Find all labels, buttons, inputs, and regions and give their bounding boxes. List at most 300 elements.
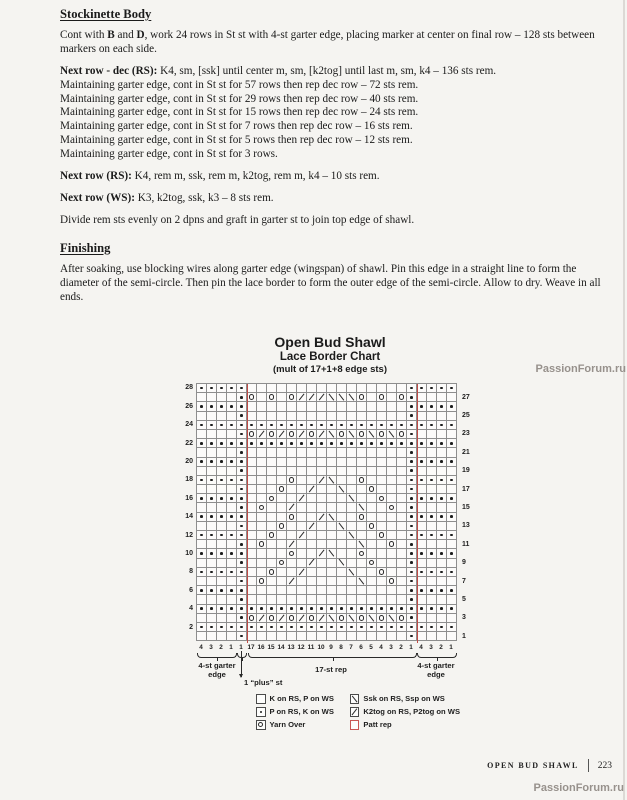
column-number: 17 — [247, 644, 255, 651]
row-number: 16 — [185, 494, 193, 502]
chart-cell — [227, 439, 237, 448]
chart-cell — [367, 568, 377, 577]
chart-cell — [407, 503, 417, 512]
purl-dot-icon — [420, 442, 423, 445]
chart-cell — [367, 393, 377, 402]
page-number: 223 — [597, 760, 612, 771]
chart-cell — [237, 503, 247, 512]
chart-cell — [197, 439, 207, 448]
chart-cell — [237, 522, 247, 531]
chart-cell — [347, 614, 357, 623]
divide-line: Divide rem sts evenly on 2 dpns and graft in garter st to join top edge of shawl. — [60, 213, 415, 226]
yarn-over-icon — [269, 394, 275, 400]
chart-cell — [287, 522, 297, 531]
chart-cell — [267, 448, 277, 457]
chart-cell — [377, 384, 387, 393]
left-garter-brace — [197, 653, 237, 658]
purl-dot-icon — [240, 442, 243, 445]
chart-cell — [307, 503, 317, 512]
chart-cell — [407, 586, 417, 595]
chart-cell — [347, 623, 357, 632]
chart-cell — [277, 494, 287, 503]
purl-dot-icon — [420, 460, 423, 463]
chart-cell — [437, 402, 447, 411]
chart-grid — [196, 383, 457, 641]
chart-cell — [287, 568, 297, 577]
chart-cell — [397, 384, 407, 393]
chart-cell — [327, 531, 337, 540]
chart-cell — [357, 384, 367, 393]
chart-cell — [357, 614, 367, 623]
chart-cell — [257, 439, 267, 448]
chart-cell — [417, 384, 427, 393]
row-number: 8 — [189, 568, 193, 576]
chart-cell — [207, 605, 217, 614]
yarn-over-icon — [399, 615, 405, 621]
chart-cell — [417, 577, 427, 586]
purl-dot-icon — [450, 405, 453, 408]
chart-cell — [387, 467, 397, 476]
chart-cell — [427, 458, 437, 467]
chart-cell — [237, 568, 247, 577]
chart-cell — [257, 623, 267, 632]
purl-dot-icon — [220, 424, 223, 427]
chart-cell — [437, 448, 447, 457]
chart-cell — [277, 595, 287, 604]
purl-dot-icon — [200, 497, 203, 500]
chart-cell — [387, 614, 397, 623]
chart-cell — [387, 384, 397, 393]
k2tog-icon — [308, 485, 314, 492]
purl-dot-icon — [410, 626, 413, 629]
k2tog-icon — [278, 614, 284, 621]
chart-cell — [327, 540, 337, 549]
chart-cell — [257, 513, 267, 522]
chart-cell — [377, 586, 387, 595]
chart-cell — [397, 421, 407, 430]
chart-cell — [277, 540, 287, 549]
chart-cell — [307, 384, 317, 393]
page-footer — [340, 759, 612, 772]
chart-cell — [197, 568, 207, 577]
chart-cell — [347, 513, 357, 522]
chart-cell — [387, 586, 397, 595]
chart-cell — [277, 402, 287, 411]
yarn-over-icon — [269, 431, 275, 437]
purl-dot-icon — [240, 424, 243, 427]
chart-cell — [357, 623, 367, 632]
chart-cell — [297, 540, 307, 549]
k2tog-icon — [288, 541, 294, 548]
purl-dot-icon — [440, 424, 443, 427]
purl-dot-icon — [200, 626, 203, 629]
yarn-over-icon — [359, 551, 365, 557]
chart-cell — [217, 623, 227, 632]
purl-dot-icon — [240, 396, 243, 399]
chart-cell — [197, 559, 207, 568]
chart-cell — [277, 412, 287, 421]
chart-cell — [347, 439, 357, 448]
maintain-line: Maintaining garter edge, cont in St st for 57 rows then rep dec row – 72 sts rem. — [60, 78, 419, 91]
purl-dot-icon — [220, 515, 223, 518]
chart-cell — [317, 402, 327, 411]
yarn-over-icon — [359, 431, 365, 437]
purl-dot-icon — [410, 479, 413, 482]
chart-cell — [347, 540, 357, 549]
chart-cell — [267, 485, 277, 494]
chart-cell — [367, 632, 377, 641]
chart-cell — [317, 467, 327, 476]
yarn-over-icon — [379, 569, 385, 575]
chart-cell — [347, 384, 357, 393]
chart-cell — [277, 531, 287, 540]
purl-dot-icon — [230, 571, 233, 574]
chart-cell — [347, 485, 357, 494]
ssk-icon — [358, 504, 364, 511]
chart-cell — [437, 632, 447, 641]
k2tog-icon — [308, 559, 314, 566]
purl-dot-icon — [390, 442, 393, 445]
chart-cell — [417, 393, 427, 402]
chart-cell — [247, 458, 257, 467]
chart-cell — [227, 467, 237, 476]
yarn-over-icon — [399, 431, 405, 437]
chart-cell — [267, 595, 277, 604]
chart-cell — [417, 586, 427, 595]
chart-cell — [447, 448, 457, 457]
chart-cell — [247, 614, 257, 623]
purl-dot-icon — [410, 580, 413, 583]
chart-cell — [407, 513, 417, 522]
chart-cell — [217, 614, 227, 623]
chart-cell — [427, 623, 437, 632]
chart-cell — [207, 430, 217, 439]
maintain-line: Maintaining garter edge, cont in St st for 29 rows then rep dec row – 40 sts rem. — [60, 92, 419, 105]
purl-dot-icon — [230, 460, 233, 463]
scan-edge-artifact — [623, 0, 625, 800]
chart-cell — [287, 614, 297, 623]
chart-cell — [197, 384, 207, 393]
chart-cell — [277, 421, 287, 430]
column-number: 1 — [409, 644, 413, 651]
k2tog-icon — [352, 708, 358, 715]
chart-cell — [247, 439, 257, 448]
k2tog-icon — [318, 614, 324, 621]
chart-cell — [287, 476, 297, 485]
chart-cell — [397, 412, 407, 421]
chart-cell — [197, 605, 207, 614]
purl-dot-icon — [340, 626, 343, 629]
ssk-icon — [328, 550, 334, 557]
chart-cell — [247, 568, 257, 577]
purl-dot-icon — [240, 543, 243, 546]
chart-cell — [397, 549, 407, 558]
purl-dot-icon — [410, 543, 413, 546]
chart-cell — [197, 549, 207, 558]
chart-cell — [357, 559, 367, 568]
chart-cell — [347, 476, 357, 485]
chart-cell — [387, 503, 397, 512]
purl-dot-icon — [420, 552, 423, 555]
chart-cell — [217, 531, 227, 540]
yarn-over-icon — [369, 560, 375, 566]
chart-cell — [317, 412, 327, 421]
chart-cell — [447, 586, 457, 595]
chart-cell — [197, 595, 207, 604]
chart-cell — [287, 412, 297, 421]
chart-cell — [407, 430, 417, 439]
chart-cell — [407, 393, 417, 402]
chart-cell — [307, 559, 317, 568]
chart-cell — [447, 421, 457, 430]
chart-cell — [287, 485, 297, 494]
chart-cell — [337, 458, 347, 467]
chart-cell — [267, 430, 277, 439]
chart-cell — [327, 448, 337, 457]
purl-dot-icon — [410, 515, 413, 518]
chart-cell — [317, 559, 327, 568]
chart-cell — [447, 485, 457, 494]
chart-cell — [437, 494, 447, 503]
chart-cell — [427, 503, 437, 512]
purl-dot-icon — [240, 534, 243, 537]
column-number: 1 — [449, 644, 453, 651]
row-number: 27 — [462, 393, 470, 401]
chart-cell — [347, 467, 357, 476]
chart-cell — [447, 393, 457, 402]
chart-cell — [227, 503, 237, 512]
chart-cell — [437, 540, 447, 549]
chart-cell — [437, 577, 447, 586]
purl-dot-icon — [200, 552, 203, 555]
chart-cell — [227, 595, 237, 604]
purl-dot-icon — [410, 396, 413, 399]
chart-cell — [397, 485, 407, 494]
purl-dot-icon — [400, 424, 403, 427]
chart-cell — [407, 577, 417, 586]
chart-cell — [317, 503, 327, 512]
chart-cell — [327, 458, 337, 467]
chart-cell — [447, 632, 457, 641]
purl-dot-icon — [410, 460, 413, 463]
chart-cell — [437, 614, 447, 623]
chart-cell — [287, 402, 297, 411]
chart-cell — [307, 430, 317, 439]
chart-cell — [257, 595, 267, 604]
chart-cell — [307, 494, 317, 503]
chart-cell — [297, 632, 307, 641]
chart-cell — [327, 522, 337, 531]
column-number: 6 — [359, 644, 363, 651]
chart-cell — [227, 448, 237, 457]
chart-cell — [297, 384, 307, 393]
chart-cell — [417, 605, 427, 614]
chart-cell — [427, 485, 437, 494]
chart-cell — [417, 632, 427, 641]
purl-dot-icon — [300, 626, 303, 629]
chart-cell — [447, 568, 457, 577]
purl-dot-icon — [230, 626, 233, 629]
purl-dot-icon — [380, 442, 383, 445]
chart-cell — [307, 439, 317, 448]
chart-cell — [427, 540, 437, 549]
row-number: 15 — [462, 504, 470, 511]
chart-cell — [267, 586, 277, 595]
purl-dot-icon — [430, 479, 433, 482]
purl-dot-icon — [240, 433, 243, 436]
purl-dot-icon — [450, 607, 453, 610]
legend-item-patt-rep: Patt rep — [350, 720, 460, 730]
chart-cell — [337, 549, 347, 558]
purl-dot-icon — [220, 497, 223, 500]
purl-dot-icon — [440, 552, 443, 555]
chart-cell — [377, 549, 387, 558]
purl-dot-icon — [220, 626, 223, 629]
purl-dot-icon — [410, 598, 413, 601]
chart-cell — [287, 458, 297, 467]
chart-cell — [297, 430, 307, 439]
chart-cell — [427, 467, 437, 476]
chart-cell — [277, 568, 287, 577]
chart-cell — [207, 595, 217, 604]
chart-cell — [237, 485, 247, 494]
chart-cell — [197, 522, 207, 531]
k2tog-icon — [288, 577, 294, 584]
chart-cell — [437, 559, 447, 568]
chart-cell — [447, 494, 457, 503]
chart-cell — [207, 439, 217, 448]
purl-dot-icon — [230, 589, 233, 592]
chart-cell — [337, 393, 347, 402]
column-number: 9 — [329, 644, 333, 651]
legend-column-left — [256, 694, 334, 730]
row-number: 14 — [185, 513, 193, 521]
chart-cell — [417, 531, 427, 540]
chart-cell — [447, 458, 457, 467]
row-number: 7 — [462, 577, 466, 585]
chart-cell — [277, 467, 287, 476]
chart-cell — [287, 503, 297, 512]
chart-cell — [437, 384, 447, 393]
chart-cell — [327, 393, 337, 402]
chart-cell — [257, 421, 267, 430]
chart-cell — [397, 586, 407, 595]
chart-cell — [417, 623, 427, 632]
chart-cell — [217, 595, 227, 604]
chart-cell — [227, 458, 237, 467]
chart-cell — [357, 439, 367, 448]
chart-cell — [297, 476, 307, 485]
purl-dot-icon — [400, 626, 403, 629]
chart-cell — [247, 595, 257, 604]
row-number: 5 — [462, 596, 466, 603]
purl-dot-icon — [200, 589, 203, 592]
chart-cell — [377, 430, 387, 439]
chart-cell — [357, 421, 367, 430]
chart-cell — [227, 605, 237, 614]
chart-cell — [437, 476, 447, 485]
chart-cell — [207, 586, 217, 595]
purl-dot-icon — [200, 460, 203, 463]
chart-cell — [337, 605, 347, 614]
purl-dot-icon — [410, 525, 413, 528]
purl-dot-icon — [240, 469, 243, 472]
chart-cell — [297, 623, 307, 632]
chart-cell — [377, 494, 387, 503]
chart-cell — [287, 531, 297, 540]
chart-cell — [437, 439, 447, 448]
chart-cell — [397, 503, 407, 512]
chart-cell — [437, 549, 447, 558]
purl-dot-icon — [360, 607, 363, 610]
chart-cell — [267, 513, 277, 522]
chart-cell — [197, 577, 207, 586]
chart-cell — [357, 467, 367, 476]
ssk-icon — [352, 695, 358, 702]
chart-cell — [287, 513, 297, 522]
purl-dot-icon — [220, 479, 223, 482]
chart-cell — [297, 402, 307, 411]
plus-st-arrow — [241, 651, 242, 677]
chart-cell — [277, 586, 287, 595]
chart-cell — [387, 605, 397, 614]
purl-dot-icon — [270, 607, 273, 610]
chart-cell — [327, 614, 337, 623]
chart-cell — [377, 458, 387, 467]
chart-cell — [307, 458, 317, 467]
chart-cell — [377, 476, 387, 485]
chart-cell — [247, 549, 257, 558]
chart-cell — [217, 402, 227, 411]
chart-cell — [327, 586, 337, 595]
chart-cell — [427, 412, 437, 421]
chart-cell — [247, 430, 257, 439]
chart-cell — [227, 531, 237, 540]
chart-cell — [397, 559, 407, 568]
chart-cell — [407, 522, 417, 531]
chart-cell — [267, 393, 277, 402]
chart-cell — [197, 586, 207, 595]
maintain-line: Maintaining garter edge, cont in St st for 7 rows then rep dec row – 16 sts rem. — [60, 120, 413, 133]
chart-cell — [417, 568, 427, 577]
chart-cell — [337, 614, 347, 623]
ssk-icon — [358, 577, 364, 584]
chart-cell — [447, 623, 457, 632]
pattern-repeat-swatch — [350, 720, 360, 730]
chart-cell — [267, 577, 277, 586]
k2tog-symbol-swatch — [350, 707, 360, 717]
row-number: 18 — [185, 476, 193, 484]
chart-cell — [287, 559, 297, 568]
chart-cell — [387, 513, 397, 522]
chart-cell — [377, 485, 387, 494]
chart-cell — [207, 623, 217, 632]
chart-cell — [217, 586, 227, 595]
section-heading-stockinette: Stockinette Body — [60, 7, 152, 21]
purl-dot-icon — [250, 607, 253, 610]
purl-dot-icon — [210, 387, 213, 390]
purl-dot-icon — [360, 626, 363, 629]
chart-cell — [247, 494, 257, 503]
chart-cell — [367, 439, 377, 448]
purl-dot-icon — [240, 616, 243, 619]
chart-cell — [417, 559, 427, 568]
chart-cell — [277, 632, 287, 641]
chart-cell — [447, 549, 457, 558]
purl-dot-icon — [340, 607, 343, 610]
purl-dot-icon — [240, 598, 243, 601]
chart-cell — [437, 595, 447, 604]
